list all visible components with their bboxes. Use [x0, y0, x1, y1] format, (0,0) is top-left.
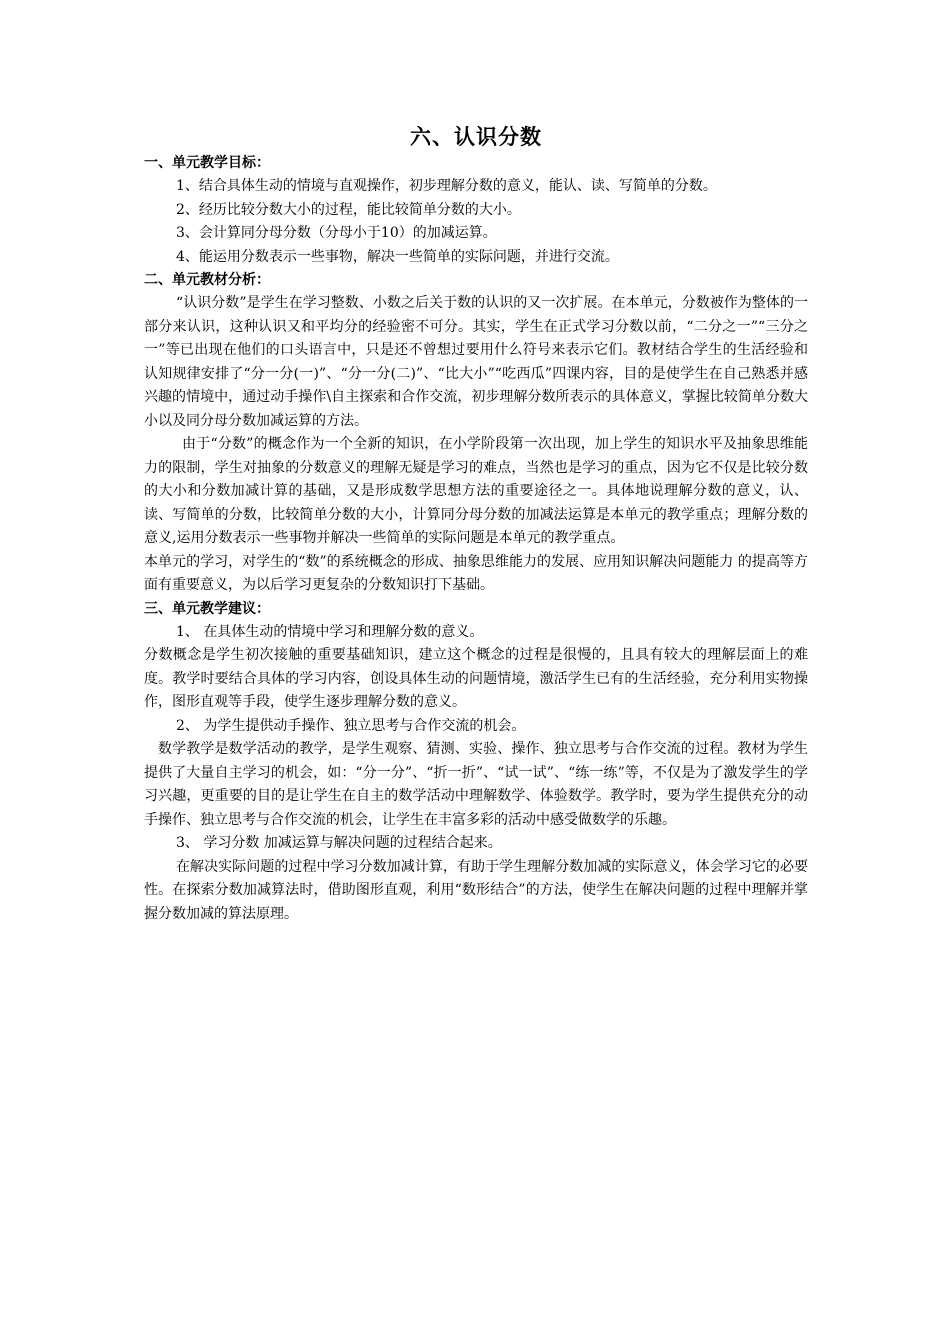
document-body [144, 122, 808, 926]
section-heading-analysis: 二、单元教材分析： [144, 272, 270, 288]
analysis-paragraph: 由于“分数”的概念作为一个全新的知识，在小学阶段第一次出现，加上学生的知识水平及抽象思维能力的限制，学生对抽象的分数意义的理解无疑是学习的难点，当然也是学习的重点，因为它不仅是比较分数的大小和分数加减计算的基础，又是形成数学思想方法的重要途径之一。具体地说理解分数的意义，认、读、写简单的分数，比较简单分数的大小，计算同分母分数的加减法运算是本单元的教学重点；理解分数的意义,运用分数表示一些事物并解决一些简单的实际问题是本单元的教学重点。 [144, 436, 808, 546]
section-heading-goals: 一、单元教学目标： [144, 155, 270, 171]
suggestion-paragraph: 在解决实际问题的过程中学习分数加减计算，有助于学生理解分数加减的实际意义，体会学习它的必要性。在探索分数加减算法时，借助图形直观，利用“数形结合”的方法，使学生在解决问题的过程中理解并掌握分数加减的算法原理。 [144, 858, 808, 922]
goal-item: 2、经历比较分数大小的过程，能比较简单分数的大小。 [176, 201, 521, 218]
suggestion-subheading: 1、 在具体生动的情境中学习和理解分数的意义。 [176, 623, 484, 640]
analysis-paragraph: 本单元的学习，对学生的“数”的系统概念的形成、抽象思维能力的发展、应用知识解决问题能力 的提高等方面有重要意义，为以后学习更复杂的分数知识打下基础。 [144, 553, 808, 593]
page-title: 六、认识分数 [410, 125, 542, 149]
goal-item: 4、能运用分数表示一些事物，解决一些简单的实际问题，并进行交流。 [176, 248, 619, 265]
goal-item: 3、会计算同分母分数（分母小于10）的加减运算。 [176, 225, 497, 241]
goal-item: 1、结合具体生动的情境与直观操作，初步理解分数的意义，能认、读、写简单的分数。 [176, 178, 717, 194]
section-heading-suggestions: 三、单元教学建议： [144, 600, 270, 617]
suggestion-subheading: 2、 为学生提供动手操作、独立思考与合作交流的机会。 [176, 717, 526, 734]
suggestion-subheading: 3、 学习分数 加减运算与解决问题的过程结合起来。 [176, 835, 502, 851]
suggestion-paragraph: 数学教学是数学活动的教学，是学生观察、猜测、实验、操作、独立思考与合作交流的过程。教材为学生提供了大量自主学习的机会，如：“分一分”、“折一折”、“试一试”、“练一练”等，不仅是为了激发学生的学习兴趣，更重要的目的是让学生在自主的数学活动中理解数学、体验数学。教学时，要为学生提供充分的动手操作、独立思考与合作交流的机会，让学生在丰富多彩的活动中感受做数学的乐趣。 [144, 741, 808, 828]
suggestion-paragraph: 分数概念是学生初次接触的重要基础知识，建立这个概念的过程是很慢的，且具有较大的理解层面上的难度。教学时要结合具体的学习内容，创设具体生动的问题情境，激活学生已有的生活经验，充分利用实物操作，图形直观等手段，使学生逐步理解分数的意义。 [144, 647, 808, 710]
analysis-paragraph: “认识分数”是学生在学习整数、小数之后关于数的认识的又一次扩展。在本单元，分数被作为整体的一部分来认识，这种认识又和平均分的经验密不可分。其实，学生在正式学习分数以前，“二分之一”“三分之一”等已出现在他们的口头语言中，只是还不曾想过要用什么符号来表示它们。教材结合学生的生活经验和认知规律安排了“分一分(一)”、“分一分(二)”、“比大小”“吃西瓜”四课内容，目的是使学生在自己熟悉并感兴趣的情境中，通过动手操作\自主探索和合作交流，初步理解分数所表示的具体意义，掌握比较简单分数大小以及同分母分数加减运算的方法。 [144, 295, 808, 429]
